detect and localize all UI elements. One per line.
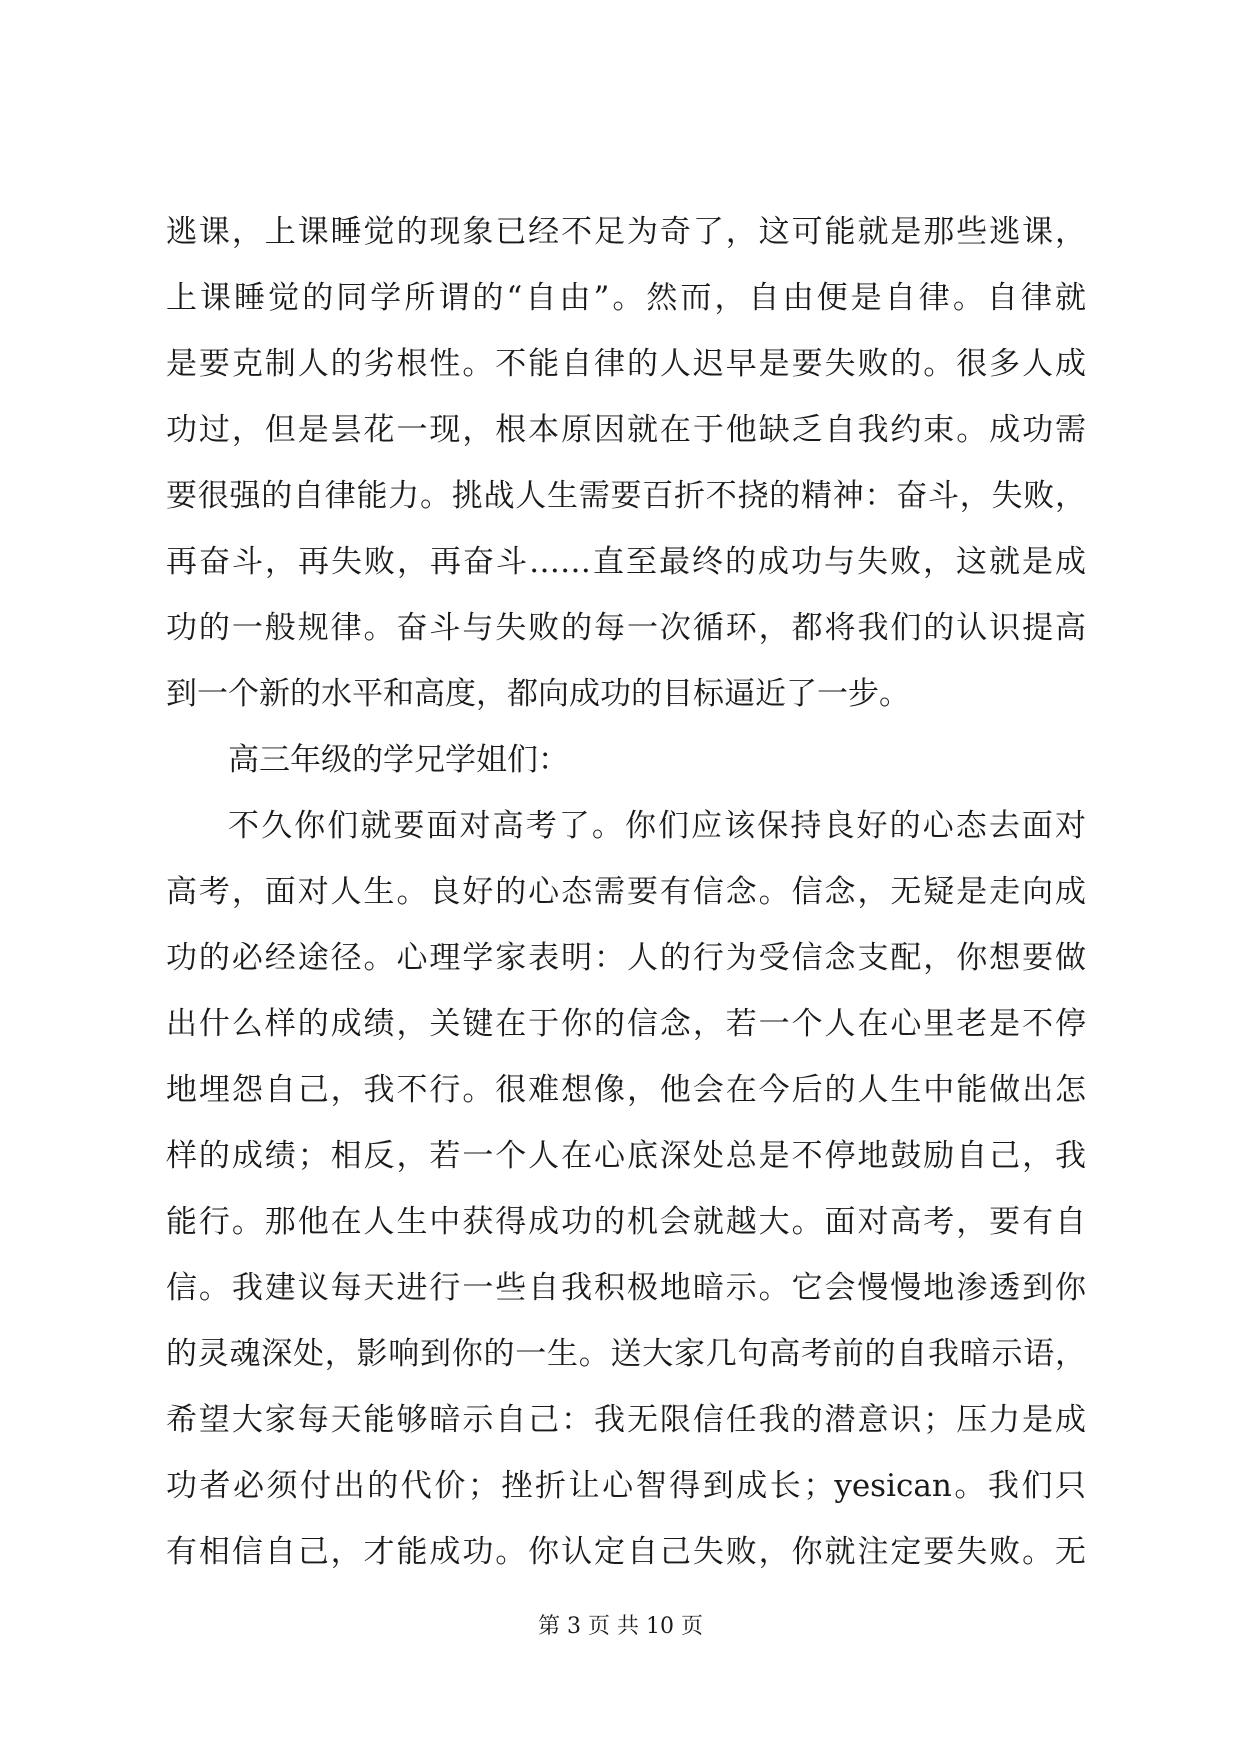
text-line: 逃课，上课睡觉的现象已经不足为奇了，这可能就是那些逃课， xyxy=(166,214,1086,250)
paragraph-salutation xyxy=(166,727,1086,793)
text-line: 不久你们就要面对高考了。你们应该保持良好的心态去面对 xyxy=(228,808,1086,844)
text-line: 地埋怨自己，我不行。很难想像，他会在今后的人生中能做出怎 xyxy=(166,1072,1086,1108)
page-number-footer: 第 3 页 共 10 页 xyxy=(538,1614,703,1639)
text-line: 上课睡觉的同学所谓的“自由”。然而，自由便是自律。自律就 xyxy=(166,280,1086,316)
text-line: 功的必经途径。心理学家表明：人的行为受信念支配，你想要做 xyxy=(166,940,1086,976)
paragraph-exam-advice xyxy=(166,793,1086,1585)
text-line: 有相信自己，才能成功。你认定自己失败，你就注定要失败。无 xyxy=(166,1534,1086,1570)
text-line: 功的一般规律。奋斗与失败的每一次循环，都将我们的认识提高 xyxy=(166,610,1086,646)
paragraph-freedom-discipline xyxy=(166,199,1086,727)
text-line: 功者必须付出的代价；挫折让心智得到成长；yesican。我们只 xyxy=(166,1468,1086,1504)
text-line: 要很强的自律能力。挑战人生需要百折不挠的精神：奋斗，失败， xyxy=(166,478,1086,514)
text-line: 能行。那他在人生中获得成功的机会就越大。面对高考，要有自 xyxy=(166,1204,1086,1240)
salutation-line: 高三年级的学兄学姐们： xyxy=(228,742,569,778)
text-line: 到一个新的水平和高度，都向成功的目标逼近了一步。 xyxy=(166,676,910,712)
text-line: 样的成绩；相反，若一个人在心底深处总是不停地鼓励自己，我 xyxy=(166,1138,1086,1174)
body-text xyxy=(166,199,1086,1585)
text-line: 的灵魂深处，影响到你的一生。送大家几句高考前的自我暗示语， xyxy=(166,1336,1086,1372)
text-line: 出什么样的成绩，关键在于你的信念，若一个人在心里老是不停 xyxy=(166,1006,1086,1042)
text-line: 信。我建议每天进行一些自我积极地暗示。它会慢慢地渗透到你 xyxy=(166,1270,1086,1306)
text-line: 再奋斗，再失败，再奋斗……直至最终的成功与失败，这就是成 xyxy=(166,544,1086,580)
text-line: 希望大家每天能够暗示自己：我无限信任我的潜意识；压力是成 xyxy=(166,1402,1086,1438)
text-line: 高考，面对人生。良好的心态需要有信念。信念，无疑是走向成 xyxy=(166,874,1086,910)
text-line: 功过，但是昙花一现，根本原因就在于他缺乏自我约束。成功需 xyxy=(166,412,1086,448)
text-line: 是要克制人的劣根性。不能自律的人迟早是要失败的。很多人成 xyxy=(166,346,1086,382)
